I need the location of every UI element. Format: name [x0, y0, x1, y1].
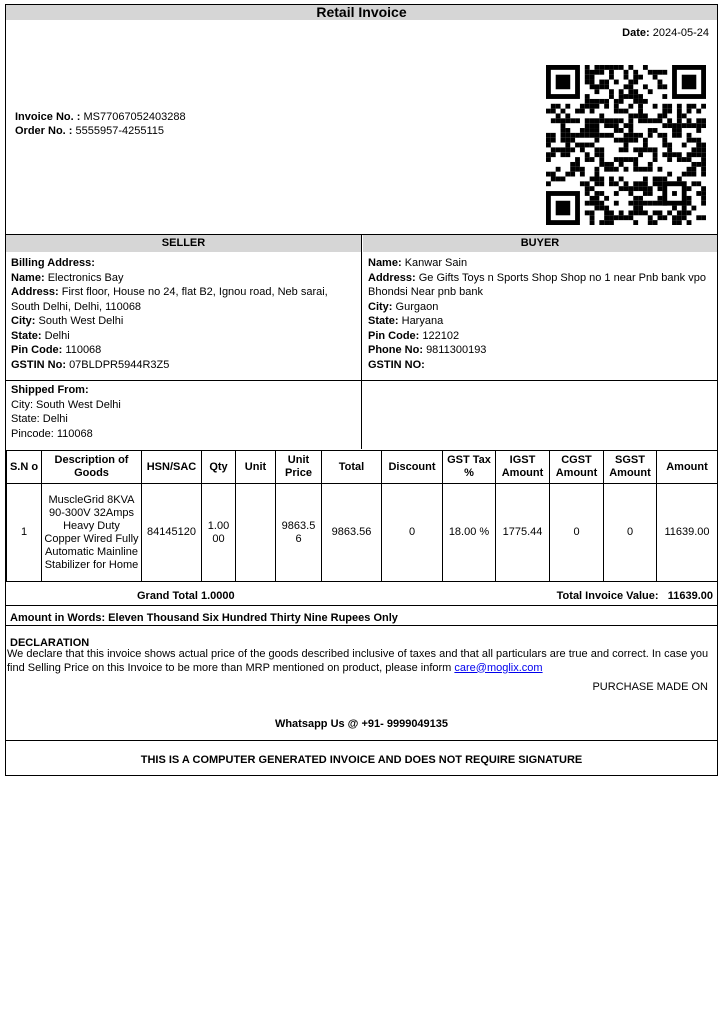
amount-in-words: Amount in Words: Eleven Thousand Six Hundred Thirty Nine Rupees Only: [10, 612, 398, 624]
order-no-value: 5555957-4255115: [75, 125, 165, 137]
whatsapp-contact: Whatsapp Us @ +91- 9999049135: [274, 718, 449, 730]
billing-address-label: Billing Address:: [11, 257, 95, 269]
col-header: Unit: [236, 451, 276, 484]
col-header: Qty: [202, 451, 236, 484]
buyer-state: State: Haryana: [368, 315, 444, 327]
cell-cgst: 0: [550, 484, 604, 582]
buyer-pin: Pin Code: 122102: [368, 329, 460, 342]
date-label: Date:: [622, 27, 650, 39]
cell-unit-price: 9863.5 6: [276, 484, 322, 582]
seller-gstin: GSTIN No: 07BLDPR5944R3Z5: [11, 358, 170, 371]
declaration-heading: DECLARATION: [10, 637, 90, 649]
seller-city: City: South West Delhi: [11, 315, 124, 327]
purchase-made-on: PURCHASE MADE ON: [592, 681, 708, 693]
order-number: [15, 125, 164, 137]
invoice-no-label: Invoice No. :: [15, 111, 81, 123]
email-link[interactable]: care@moglix.com: [454, 661, 543, 674]
total-invoice-value-amount: 11639.00: [667, 590, 713, 602]
invoice-number: [15, 111, 186, 123]
col-header: Unit Price: [276, 451, 322, 484]
cell-gst: 18.00 %: [443, 484, 496, 582]
cell-sgst: 0: [604, 484, 657, 582]
buyer-phone: Phone No: 9811300193: [368, 344, 487, 356]
shipped-pincode: Pincode: 110068: [11, 427, 93, 440]
col-header: CGST Amount: [550, 451, 604, 484]
shipped-from-label: Shipped From:: [11, 384, 89, 396]
seller-details: [11, 256, 356, 372]
declaration-line2: find Selling Price on this Invoice to be more than MRP mentioned on product, please inform care@moglix.com: [7, 661, 543, 674]
qr-code-icon: [546, 65, 706, 225]
declaration-text: [7, 648, 715, 675]
col-header: Discount: [382, 451, 443, 484]
col-header: S.N o: [7, 451, 42, 484]
date-field: [622, 27, 709, 39]
order-no-label: Order No. :: [15, 125, 73, 137]
col-header: IGST Amount: [496, 451, 550, 484]
total-invoice-value: [557, 590, 713, 602]
buyer-heading: BUYER: [363, 235, 717, 252]
grand-total: Grand Total 1.0000: [137, 590, 235, 602]
buyer-address: Address: Ge Gifts Toys n Sports Shop Shop no 1 near Pnb bank vpo: [368, 271, 706, 284]
cell-amount: 11639.00: [657, 484, 718, 582]
cell-sno: 1: [7, 484, 42, 582]
cell-unit: [236, 484, 276, 582]
col-header: SGST Amount: [604, 451, 657, 484]
total-invoice-value-label: Total Invoice Value:: [556, 590, 659, 602]
invoice-title: Retail Invoice: [6, 5, 717, 20]
invoice-document: [5, 4, 718, 776]
seller-address: Address: First floor, House no 24, flat B2, Ignou road, Neb sarai,: [11, 286, 328, 298]
buyer-gstin: GSTIN NO:: [368, 358, 425, 371]
seller-heading: SELLER: [6, 235, 361, 252]
col-header: Total: [322, 451, 382, 484]
invoice-no-value: MS77067052403288: [83, 111, 186, 123]
cell-qty: 1.00 00: [202, 484, 236, 582]
cell-igst: 1775.44: [496, 484, 550, 582]
footer-note: THIS IS A COMPUTER GENERATED INVOICE AND DOES NOT REQUIRE SIGNATURE: [140, 754, 583, 766]
buyer-name: Name: Kanwar Sain: [368, 257, 468, 269]
date-value: 2024-05-24: [652, 27, 709, 39]
table-row: [7, 484, 718, 582]
table-header-row: [7, 451, 718, 484]
col-header: Description of Goods: [42, 451, 142, 484]
items-table: [6, 450, 718, 582]
seller-pin: Pin Code: 110068: [11, 344, 102, 356]
cell-discount: 0: [382, 484, 443, 582]
seller-state: State: Delhi: [11, 329, 70, 342]
seller-name: Name: Electronics Bay: [11, 271, 124, 284]
shipped-state: State: Delhi: [11, 413, 68, 425]
buyer-city: City: Gurgaon: [368, 300, 439, 313]
declaration-line1: We declare that this invoice shows actual price of the goods described inclusive of taxes and that all particulars are true and correct. In case you: [7, 648, 709, 660]
cell-total: 9863.56: [322, 484, 382, 582]
cell-hsn: 84145120: [142, 484, 202, 582]
col-header: GST Tax %: [443, 451, 496, 484]
buyer-address-line2: Bhondsi Near pnb bank: [368, 286, 483, 298]
seller-address-line2: South Delhi, Delhi, 110068: [11, 300, 142, 313]
col-header: Amount: [657, 451, 718, 484]
buyer-details: [368, 256, 713, 372]
cell-description: MuscleGrid 8KVA 90-300V 32Amps Heavy Duty Copper Wired Fully Automatic Mainline Stabilizer for Home: [42, 484, 142, 582]
col-header: HSN/SAC: [142, 451, 202, 484]
shipped-from: [11, 383, 356, 441]
shipped-city: City: South West Delhi: [11, 398, 121, 411]
